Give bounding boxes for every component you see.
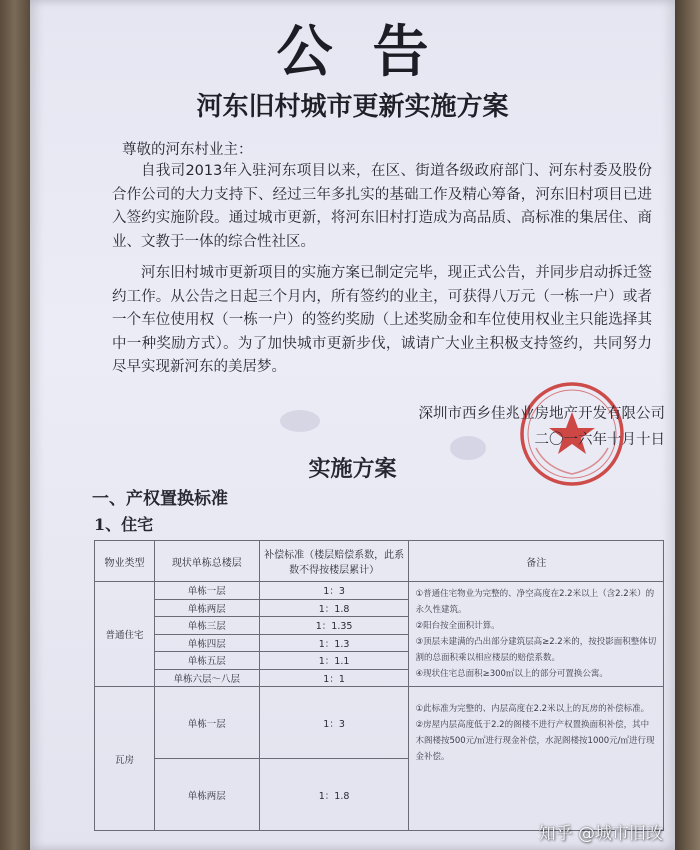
floors-cell: 单栋一层	[154, 687, 259, 759]
floors-cell: 单栋两层	[154, 599, 259, 617]
table-header-row	[95, 541, 664, 582]
note-line: ③顶层未建满的凸出部分建筑层高≥2.2米的，按投影面积整体切割的总面积乘以相应楼层的赔偿系数。	[415, 637, 657, 663]
ratio-cell: 1：3	[259, 582, 409, 600]
ratio-cell: 1：1.8	[259, 599, 409, 617]
property-type-cell: 瓦房	[95, 687, 155, 831]
notice-paper	[30, 0, 675, 850]
table-row	[95, 687, 664, 759]
notes-cell	[409, 687, 664, 831]
ink-smudge	[280, 410, 320, 432]
floors-cell: 单栋两层	[154, 759, 259, 831]
paragraph-intro: 自我司2013年入驻河东项目以来，在区、街道各级政府部门、河东村委及股份合作公司的大力支持下、经过三年多扎实的基础工作及精心筹备，河东旧村项目已进入签约实施阶段。通过城市更新，将河东旧村打造成为高品质、高标准的集居住、商业、文教于一体的综合性社区。	[112, 163, 652, 250]
plan-section-title: 实施方案	[308, 456, 397, 482]
notice-title: 公告	[276, 19, 469, 85]
salutation: 尊敬的河东村业主：	[122, 142, 253, 158]
notice-date: 二〇一六年十月十日	[534, 432, 665, 448]
ratio-cell: 1：1.1	[259, 652, 409, 670]
company-signature: 深圳市西乡佳兆业房地产开发有限公司	[418, 406, 665, 422]
property-type-cell: 普通住宅	[95, 582, 155, 687]
ratio-cell: 1：1.8	[259, 759, 409, 831]
compensation-table	[94, 540, 664, 831]
note-line: ①普通住宅物业为完整的、净空高度在2.2米以上（含2.2米）的永久性建筑。	[415, 589, 655, 615]
table-row	[95, 582, 664, 600]
watermark-text: 知乎 @城市旧改	[538, 824, 663, 844]
heading-property-exchange: 一、产权置换标准	[92, 489, 228, 509]
notice-subtitle: 河东旧村城市更新实施方案	[196, 92, 509, 122]
floors-cell: 单栋五层	[154, 652, 259, 670]
floors-cell: 单栋三层	[154, 617, 259, 635]
floors-cell: 单栋六层～八层	[154, 669, 259, 687]
note-line: ②阳台按全面积计算。	[415, 621, 500, 631]
notes-cell	[409, 582, 664, 687]
ratio-cell: 1：3	[259, 687, 409, 759]
note-line: ②房屋内层高度低于2.2的阁楼不进行产权置换面积补偿，其中木阁楼按500元/㎡进行现金补偿，水泥阁楼按1000元/㎡进行现金补偿。	[415, 720, 655, 762]
floors-cell: 单栋四层	[154, 634, 259, 652]
header-notes: 备注	[409, 541, 664, 582]
header-compensation-ratio: 补偿标准（楼层赔偿系数，此系数不得按楼层累计）	[259, 541, 409, 582]
heading-residential: 1、住宅	[94, 515, 154, 534]
ratio-cell: 1：1.35	[259, 617, 409, 635]
ratio-cell: 1：1.3	[259, 634, 409, 652]
floors-cell: 单栋一层	[154, 582, 259, 600]
ratio-cell: 1：1	[259, 669, 409, 687]
note-line: ④现状住宅总面积≥300㎡以上的部分可置换公寓。	[415, 669, 608, 679]
header-property-type: 物业类型	[95, 541, 155, 582]
paragraph-signing-reward: 河东旧村城市更新项目的实施方案已制定完毕，现正式公告，并同步启动拆迁签约工作。从公告之日起三个月内，所有签约的业主，可获得八万元（一栋一户）或者一个车位使用权（一栋一户）的签约奖励（上述奖励金和车位使用权业主只能选择其中一种奖励方式）。为了加快城市更新步伐，诚请广大业主积极支持签约，共同努力尽早实现新河东的美居梦。	[112, 265, 652, 375]
header-floors: 现状单栋总楼层	[154, 541, 259, 582]
note-line: ①此标准为完整的、内层高度在2.2米以上的瓦房的补偿标准。	[415, 704, 650, 714]
